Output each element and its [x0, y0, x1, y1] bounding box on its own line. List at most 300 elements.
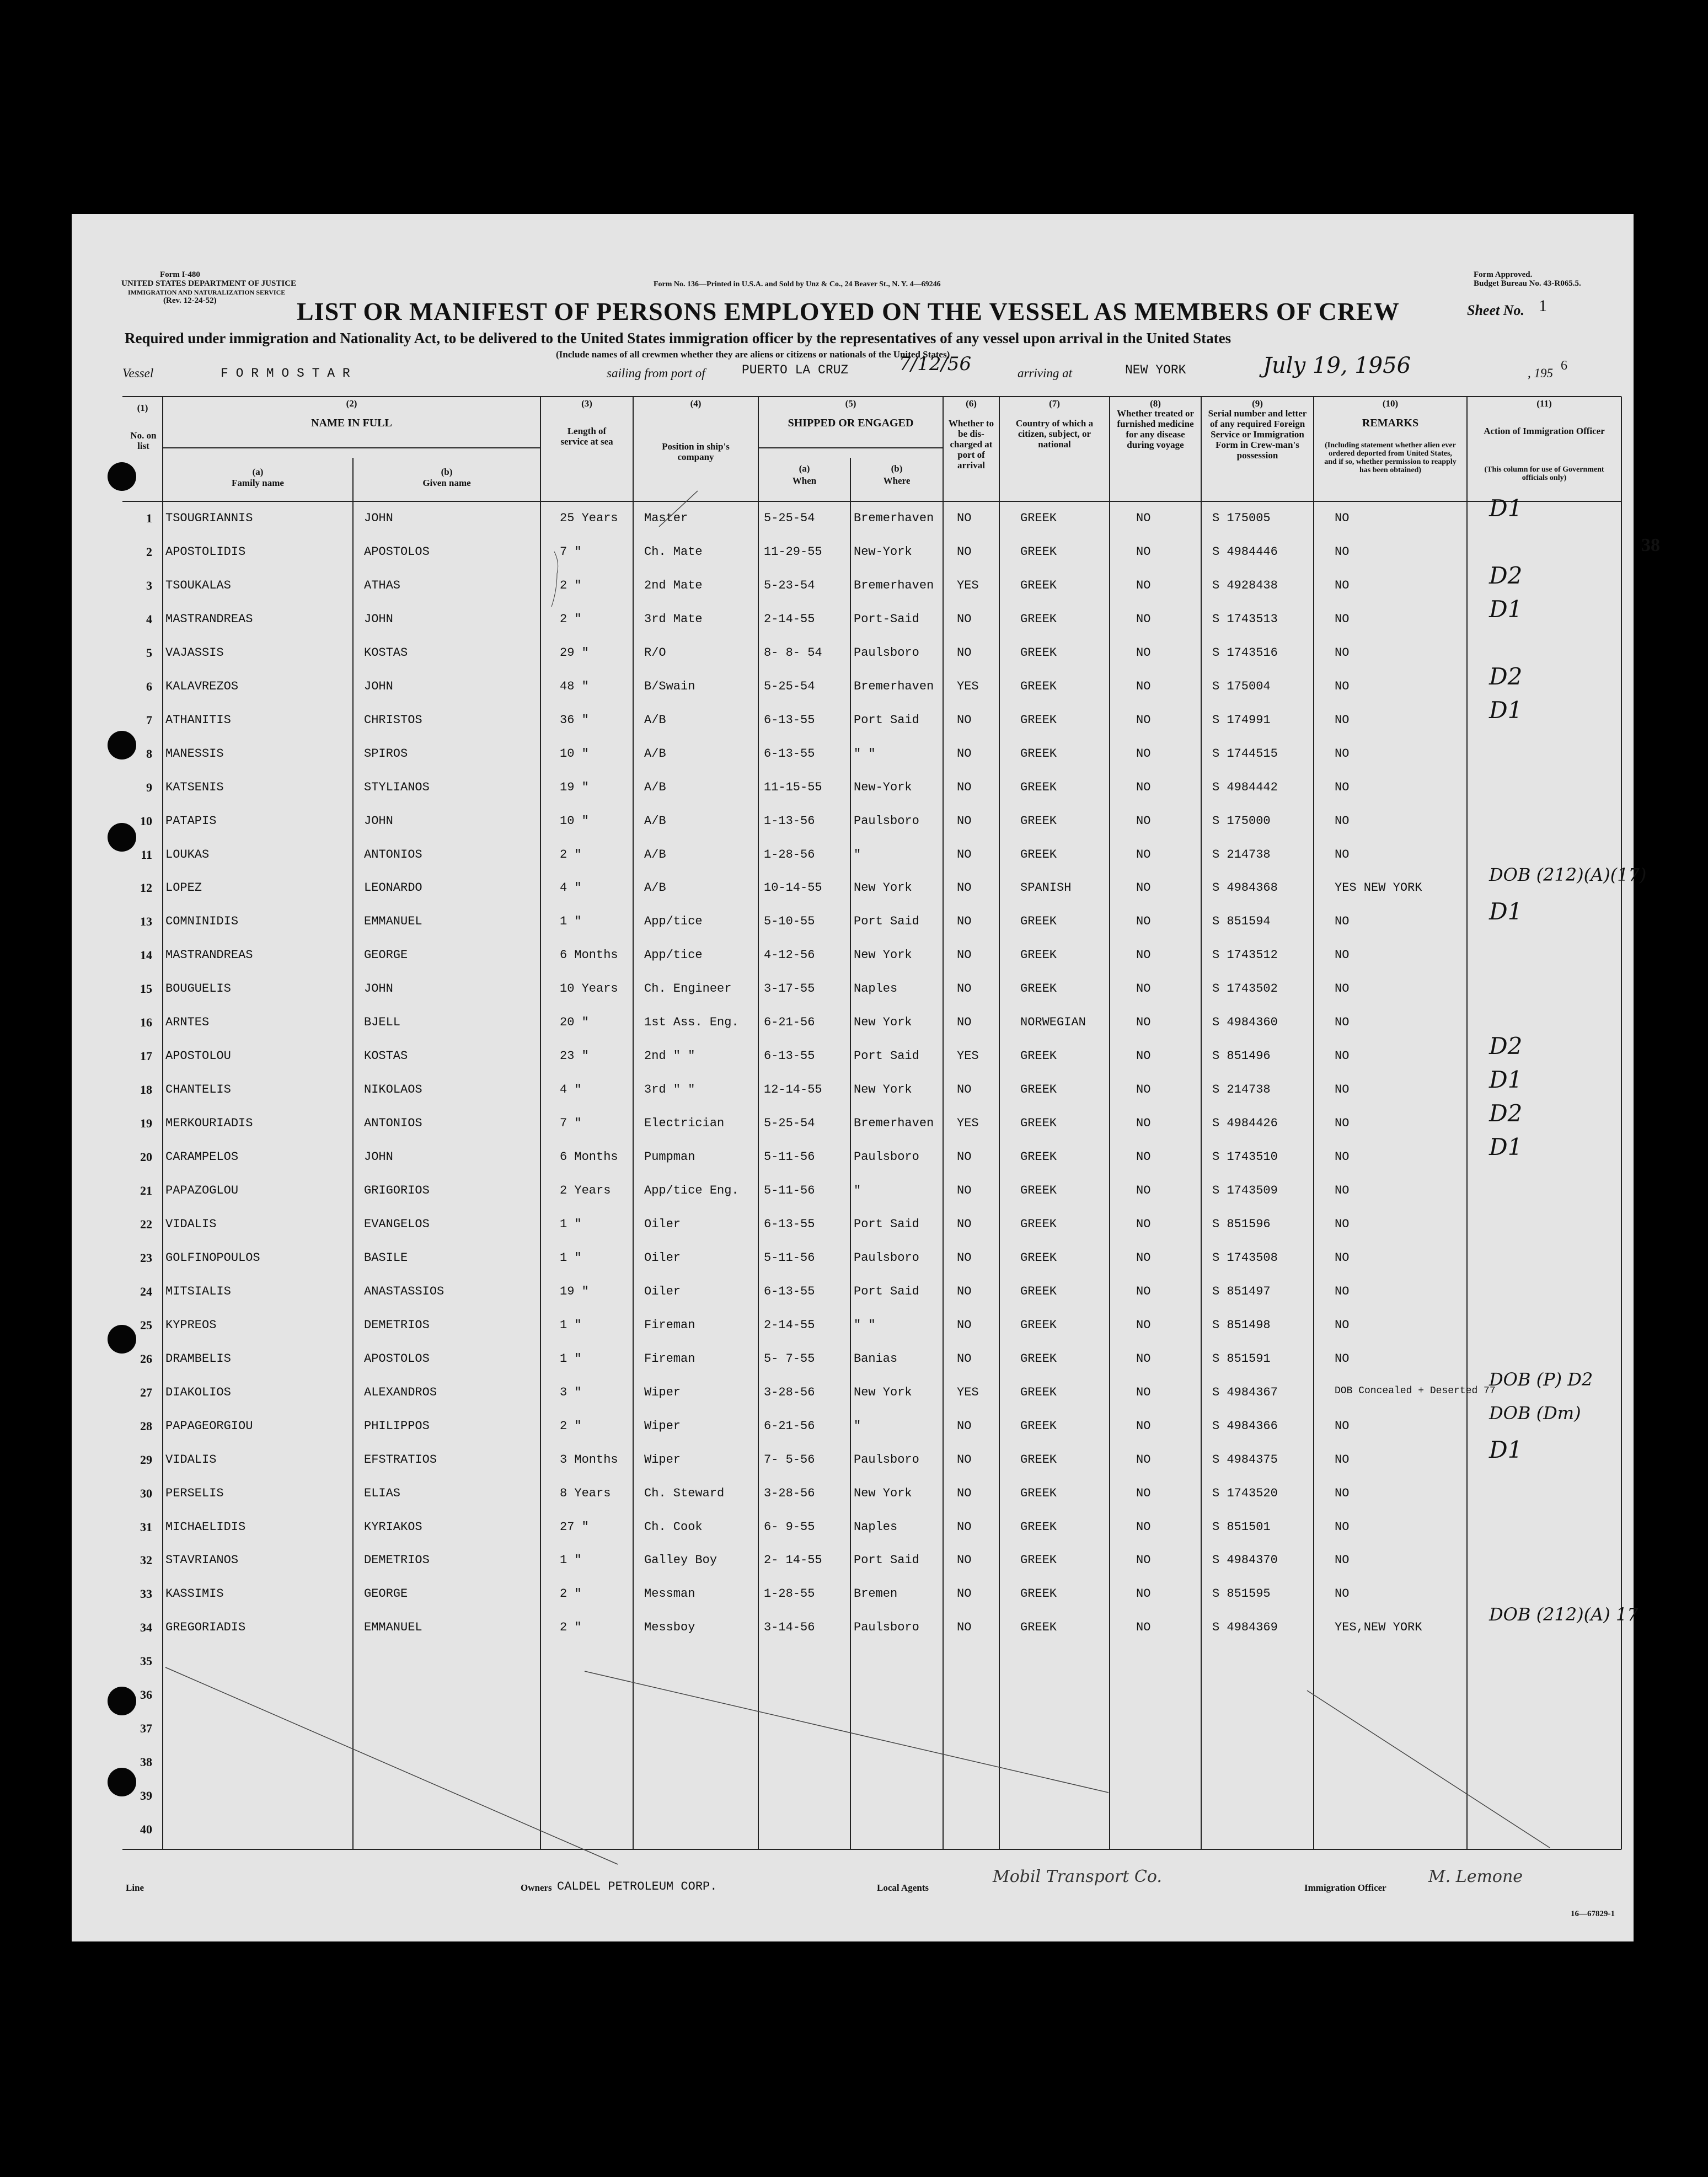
row-number: 33: [140, 1587, 152, 1601]
discharged: NO: [957, 747, 972, 761]
engaged-when: 12-14-55: [764, 1083, 822, 1096]
margin-note: 38: [1641, 535, 1660, 555]
discharged: NO: [957, 982, 972, 996]
engaged-when: 1-13-56: [764, 814, 815, 828]
position: Wiper: [644, 1386, 681, 1399]
discharged: NO: [957, 1553, 972, 1567]
treated: NO: [1136, 814, 1151, 828]
engaged-when: 3-14-56: [764, 1620, 815, 1634]
country: GREEK: [1020, 1083, 1057, 1096]
row-number: 18: [140, 1083, 152, 1096]
engaged-when: 6-13-55: [764, 1285, 815, 1298]
remarks: NO: [1335, 579, 1350, 592]
document-title: LIST OR MANIFEST OF PERSONS EMPLOYED ON THE VESSEL AS MEMBERS OF CREW: [297, 297, 1400, 325]
family-name: MASTRANDREAS: [165, 612, 253, 626]
row-number: 37: [140, 1721, 152, 1735]
engaged-where: ": [854, 848, 861, 862]
treated: NO: [1136, 1083, 1151, 1096]
given-name: SPIROS: [364, 747, 408, 761]
col-5a-number: (a): [799, 463, 810, 474]
remarks: YES NEW YORK: [1335, 881, 1422, 895]
officer-action: DOB (212)(A) 17: [1489, 1604, 1639, 1625]
serial-number: S 1744515: [1212, 747, 1278, 761]
given-name: LEONARDO: [364, 881, 422, 895]
remarks: NO: [1335, 1587, 1350, 1601]
position: App/tice: [644, 948, 703, 962]
owners-label: Owners: [521, 1882, 552, 1893]
serial-number: S 4984426: [1212, 1116, 1278, 1130]
arriving-label: arriving at: [1018, 366, 1073, 380]
country: GREEK: [1020, 1049, 1057, 1063]
given-name: ALEXANDROS: [364, 1386, 437, 1399]
treated: NO: [1136, 1520, 1151, 1534]
family-name: BOUGUELIS: [165, 982, 231, 996]
service-length: 4 ": [560, 881, 582, 895]
discharged: NO: [957, 1285, 972, 1298]
arrival-date: July 19, 1956: [1263, 353, 1411, 378]
serial-number: S 1743520: [1212, 1486, 1278, 1500]
col-10-note: (Including statement whether alien ever ordered deported from United States, and if so, whether permission to reapply has been obtained): [1324, 441, 1457, 474]
treated: NO: [1136, 1553, 1151, 1567]
engaged-when: 6-13-55: [764, 1049, 815, 1063]
officer-action: DOB (212)(A)(17): [1489, 864, 1647, 885]
given-name: GRIGORIOS: [364, 1184, 430, 1197]
given-name: BJELL: [364, 1015, 401, 1029]
position: Ch. Engineer: [644, 982, 732, 996]
service-length: 2 ": [560, 848, 582, 862]
engaged-when: 5-23-54: [764, 579, 815, 592]
col-11-number: (11): [1536, 398, 1552, 409]
engaged-where: Paulsboro: [854, 1453, 919, 1467]
serial-number: S 851497: [1212, 1285, 1271, 1298]
row-number: 32: [140, 1553, 152, 1567]
family-name: TSOUGRIANNIS: [165, 511, 253, 525]
department: UNITED STATES DEPARTMENT OF JUSTICE: [121, 279, 297, 288]
service-length: 2 Years: [560, 1184, 611, 1197]
given-name: JOHN: [364, 680, 393, 693]
family-name: DRAMBELIS: [165, 1352, 231, 1366]
document-subtitle: Required under immigration and Nationality Act, to be delivered to the United States immigration officer by the representatives of any vessel upon arrival in the United States: [125, 330, 1232, 346]
country: GREEK: [1020, 1486, 1057, 1500]
engaged-where: New York: [854, 1386, 912, 1399]
discharged: NO: [957, 1083, 972, 1096]
service-length: 2 ": [560, 1620, 582, 1634]
serial-number: S 4984360: [1212, 1015, 1278, 1029]
family-name: VAJASSIS: [165, 646, 224, 660]
treated: NO: [1136, 1116, 1151, 1130]
row-number: 13: [140, 914, 152, 928]
col-7-number: (7): [1049, 398, 1060, 409]
family-name: CHANTELIS: [165, 1083, 231, 1096]
col-2b-label: Given name: [422, 478, 471, 488]
discharged: NO: [957, 612, 972, 626]
family-name: STAVRIANOS: [165, 1553, 239, 1567]
position: Ch. Mate: [644, 545, 703, 559]
form-number: Form I-480: [160, 270, 200, 279]
officer-action: D1: [1489, 1436, 1523, 1463]
col-2a-label: Family name: [232, 478, 284, 488]
country: GREEK: [1020, 1217, 1057, 1231]
country: GREEK: [1020, 1587, 1057, 1601]
col-7-label: Country of which a citizen, subject, or national: [1015, 418, 1094, 450]
engaged-when: 3-17-55: [764, 982, 815, 996]
discharged: NO: [957, 1150, 972, 1164]
discharged: YES: [957, 579, 979, 592]
engaged-when: 5-11-56: [764, 1251, 815, 1265]
remarks: NO: [1335, 1049, 1350, 1063]
discharged: NO: [957, 713, 972, 727]
treated: NO: [1136, 579, 1151, 592]
serial-number: S 4984442: [1212, 780, 1278, 794]
position: Master: [644, 511, 688, 525]
row-number: 16: [140, 1015, 152, 1029]
row-number: 29: [140, 1453, 152, 1467]
position: Fireman: [644, 1352, 695, 1366]
budget-number: Budget Bureau No. 43-R065.5.: [1474, 279, 1581, 288]
position: 2nd " ": [644, 1049, 695, 1063]
position: A/B: [644, 780, 666, 794]
serial-number: S 1743513: [1212, 612, 1278, 626]
family-name: ARNTES: [165, 1015, 210, 1029]
remarks: NO: [1335, 1520, 1350, 1534]
engaged-when: 11-15-55: [764, 780, 822, 794]
serial-number: S 851594: [1212, 914, 1271, 928]
serial-number: S 851591: [1212, 1352, 1271, 1366]
remarks: NO: [1335, 1486, 1350, 1500]
serial-number: S 851596: [1212, 1217, 1271, 1231]
service-length: 48 ": [560, 680, 589, 693]
engaged-where: ": [854, 1184, 861, 1197]
family-name: CARAMPELOS: [165, 1150, 239, 1164]
treated: NO: [1136, 1620, 1151, 1634]
service-length: 3 Months: [560, 1453, 618, 1467]
col-2-number: (2): [346, 398, 357, 409]
row-number: 15: [140, 982, 152, 996]
remarks: NO: [1335, 1553, 1350, 1567]
given-name: JOHN: [364, 982, 393, 996]
treated: NO: [1136, 545, 1151, 559]
officer-action: D1: [1489, 898, 1523, 925]
position: Ch. Steward: [644, 1486, 725, 1500]
serial-number: S 1743509: [1212, 1184, 1278, 1197]
treated: NO: [1136, 881, 1151, 895]
treated: NO: [1136, 848, 1151, 862]
given-name: ANTONIOS: [364, 848, 422, 862]
given-name: EFSTRATIOS: [364, 1453, 437, 1467]
line-label: Line: [126, 1882, 144, 1893]
col-1-label: No. on list: [130, 430, 157, 451]
officer-action: D2: [1489, 1100, 1523, 1127]
family-name: GOLFINOPOULOS: [165, 1251, 260, 1265]
given-name: BASILE: [364, 1251, 408, 1265]
serial-number: S 851496: [1212, 1049, 1271, 1063]
family-name: ATHANITIS: [165, 713, 231, 727]
country: GREEK: [1020, 612, 1057, 626]
col-11-label: Action of Immigration Officer: [1484, 426, 1605, 436]
row-number: 11: [141, 848, 152, 862]
given-name: ANTONIOS: [364, 1116, 422, 1130]
engaged-when: 6-21-56: [764, 1419, 815, 1433]
serial-number: S 851501: [1212, 1520, 1271, 1534]
service-length: 2 ": [560, 579, 582, 592]
service-length: 8 Years: [560, 1486, 611, 1500]
remarks: NO: [1335, 680, 1350, 693]
family-name: PAPAZOGLOU: [165, 1184, 239, 1197]
family-name: KASSIMIS: [165, 1587, 224, 1601]
discharged: NO: [957, 1419, 972, 1433]
treated: NO: [1136, 713, 1151, 727]
serial-number: S 4984446: [1212, 545, 1278, 559]
country: GREEK: [1020, 1116, 1057, 1130]
row-number: 23: [140, 1251, 152, 1265]
country: GREEK: [1020, 1520, 1057, 1534]
remarks: NO: [1335, 1184, 1350, 1197]
discharged: YES: [957, 680, 979, 693]
treated: NO: [1136, 1015, 1151, 1029]
country: GREEK: [1020, 1419, 1057, 1433]
country: GREEK: [1020, 1150, 1057, 1164]
officer-action: D1: [1489, 596, 1523, 623]
year-digit: 6: [1561, 359, 1567, 373]
engaged-where: Bremen: [854, 1587, 898, 1601]
row-number: 40: [140, 1822, 152, 1836]
family-name: MITSIALIS: [165, 1285, 231, 1298]
service-length: 1 ": [560, 1318, 582, 1332]
row-number: 6: [146, 680, 152, 693]
service-length: 2 ": [560, 612, 582, 626]
position: Ch. Cook: [644, 1520, 703, 1534]
engaged-where: New-York: [854, 545, 912, 559]
country: GREEK: [1020, 511, 1057, 525]
family-name: APOSTOLIDIS: [165, 545, 246, 559]
service-length: 23 ": [560, 1049, 589, 1063]
serial-number: S 214738: [1212, 1083, 1271, 1096]
discharged: YES: [957, 1116, 979, 1130]
country: GREEK: [1020, 579, 1057, 592]
discharged: NO: [957, 948, 972, 962]
given-name: DEMETRIOS: [364, 1318, 430, 1332]
col-1-number: (1): [137, 403, 148, 413]
engaged-when: 11-29-55: [764, 545, 822, 559]
discharged: NO: [957, 1352, 972, 1366]
position: A/B: [644, 713, 666, 727]
discharged: YES: [957, 1049, 979, 1063]
sheet-number: 1: [1539, 297, 1547, 315]
serial-number: S 1743502: [1212, 982, 1278, 996]
discharged: NO: [957, 1486, 972, 1500]
engaged-when: 6-13-55: [764, 747, 815, 761]
discharged: NO: [957, 1251, 972, 1265]
position: A/B: [644, 814, 666, 828]
treated: NO: [1136, 1486, 1151, 1500]
given-name: NIKOLAOS: [364, 1083, 422, 1096]
engaged-when: 5-11-56: [764, 1184, 815, 1197]
engaged-where: " ": [854, 1318, 876, 1332]
family-name: KYPREOS: [165, 1318, 217, 1332]
col-2a-number: (a): [252, 467, 264, 477]
serial-number: S 175004: [1212, 680, 1271, 693]
family-name: LOUKAS: [165, 848, 210, 862]
treated: NO: [1136, 1184, 1151, 1197]
engaged-when: 1-28-56: [764, 848, 815, 862]
row-number: 25: [140, 1318, 152, 1332]
row-number: 22: [140, 1217, 152, 1231]
remarks: NO: [1335, 1015, 1350, 1029]
serial-number: S 4984366: [1212, 1419, 1278, 1433]
col-8-number: (8): [1150, 398, 1161, 409]
position: App/tice: [644, 914, 703, 928]
engaged-where: Paulsboro: [854, 1251, 919, 1265]
col-10-number: (10): [1382, 398, 1399, 409]
country: GREEK: [1020, 1553, 1057, 1567]
remarks: NO: [1335, 948, 1350, 962]
position: Messman: [644, 1587, 695, 1601]
include-note: (Include names of all crewmen whether they are aliens or citizens or nationals of the United States): [556, 349, 950, 360]
row-number: 19: [140, 1116, 152, 1130]
position: 3rd " ": [644, 1083, 695, 1096]
family-name: COMNINIDIS: [165, 914, 239, 928]
engaged-when: 5- 7-55: [764, 1352, 815, 1366]
col-5a-label: When: [792, 475, 817, 486]
service-length: 1 ": [560, 1352, 582, 1366]
remarks: NO: [1335, 1116, 1350, 1130]
col-4-label: Position in ship's company: [662, 441, 730, 462]
row-number: 12: [140, 881, 152, 895]
treated: NO: [1136, 1318, 1151, 1332]
discharged: NO: [957, 848, 972, 862]
service-length: 7 ": [560, 545, 582, 559]
service-length: 19 ": [560, 780, 589, 794]
position: 2nd Mate: [644, 579, 703, 592]
row-number: 31: [140, 1520, 152, 1534]
col-3-label: Length of service at sea: [560, 426, 613, 447]
family-name: MANESSIS: [165, 747, 224, 761]
treated: NO: [1136, 982, 1151, 996]
given-name: KOSTAS: [364, 1049, 408, 1063]
owners-name: CALDEL PETROLEUM CORP.: [557, 1880, 718, 1893]
sailing-label: sailing from port of: [607, 366, 705, 380]
treated: NO: [1136, 1217, 1151, 1231]
given-name: GEORGE: [364, 1587, 408, 1601]
given-name: EMMANUEL: [364, 1620, 422, 1634]
country: GREEK: [1020, 848, 1057, 862]
engaged-where: Bremerhaven: [854, 511, 934, 525]
service-length: 29 ": [560, 646, 589, 660]
treated: NO: [1136, 1587, 1151, 1601]
row-number: 28: [140, 1419, 152, 1433]
engaged-when: 10-14-55: [764, 881, 822, 895]
discharged: NO: [957, 511, 972, 525]
engaged-when: 6-21-56: [764, 1015, 815, 1029]
engaged-when: 5-10-55: [764, 914, 815, 928]
country: GREEK: [1020, 1386, 1057, 1399]
position: Oiler: [644, 1285, 681, 1298]
given-name: JOHN: [364, 612, 393, 626]
serial-number: S 851498: [1212, 1318, 1271, 1332]
given-name: ANASTASSIOS: [364, 1285, 445, 1298]
service-length: 4 ": [560, 1083, 582, 1096]
officer-action: D1: [1489, 1133, 1523, 1160]
col-9-number: (9): [1252, 398, 1263, 409]
country: GREEK: [1020, 713, 1057, 727]
engaged-where: Bremerhaven: [854, 1116, 934, 1130]
position: Fireman: [644, 1318, 695, 1332]
family-name: APOSTOLOU: [165, 1049, 231, 1063]
engaged-when: 1-28-55: [764, 1587, 815, 1601]
service-length: 27 ": [560, 1520, 589, 1534]
remarks: NO: [1335, 1150, 1350, 1164]
position: A/B: [644, 848, 666, 862]
treated: NO: [1136, 1049, 1151, 1063]
engaged-where: Port Said: [854, 1049, 919, 1063]
discharged: NO: [957, 1318, 972, 1332]
engaged-where: Paulsboro: [854, 814, 919, 828]
remarks: NO: [1335, 848, 1350, 862]
serial-number: S 4984370: [1212, 1553, 1278, 1567]
remarks: NO: [1335, 1352, 1350, 1366]
row-number: 34: [140, 1620, 152, 1634]
row-number: 9: [146, 780, 152, 794]
engaged-where: Bremerhaven: [854, 579, 934, 592]
serial-number: S 1743516: [1212, 646, 1278, 660]
service-length: 6 Months: [560, 1150, 618, 1164]
form-revision: (Rev. 12-24-52): [163, 296, 217, 305]
treated: NO: [1136, 914, 1151, 928]
discharged: NO: [957, 1184, 972, 1197]
remarks: NO: [1335, 545, 1350, 559]
treated: NO: [1136, 1386, 1151, 1399]
country: GREEK: [1020, 1285, 1057, 1298]
serial-number: S 1743508: [1212, 1251, 1278, 1265]
discharged: NO: [957, 1587, 972, 1601]
engaged-where: New York: [854, 948, 912, 962]
given-name: PHILIPPOS: [364, 1419, 430, 1433]
serial-number: S 175000: [1212, 814, 1271, 828]
given-name: JOHN: [364, 814, 393, 828]
service-length: 3 ": [560, 1386, 582, 1399]
country: GREEK: [1020, 780, 1057, 794]
remarks: NO: [1335, 612, 1350, 626]
given-name: EVANGELOS: [364, 1217, 430, 1231]
col-5b-label: Where: [883, 475, 911, 486]
engaged-where: " ": [854, 747, 876, 761]
discharged: NO: [957, 1015, 972, 1029]
family-name: VIDALIS: [165, 1217, 217, 1231]
sailing-date: 7/12/56: [899, 353, 972, 375]
country: NORWEGIAN: [1020, 1015, 1086, 1029]
given-name: DEMETRIOS: [364, 1553, 430, 1567]
treated: NO: [1136, 747, 1151, 761]
engaged-when: 3-28-56: [764, 1386, 815, 1399]
engaged-where: New York: [854, 1486, 912, 1500]
departure-port: PUERTO LA CRUZ: [742, 363, 849, 377]
serial-number: S 175005: [1212, 511, 1271, 525]
serial-number: S 851595: [1212, 1587, 1271, 1601]
remarks: DOB Concealed + Deserted 77: [1335, 1386, 1496, 1397]
engaged-where: New-York: [854, 780, 912, 794]
row-number: 27: [140, 1386, 152, 1399]
discharged: NO: [957, 1520, 972, 1534]
row-number: 30: [140, 1486, 152, 1500]
row-number: 38: [140, 1755, 152, 1769]
row-number: 17: [140, 1049, 152, 1063]
col-4-number: (4): [690, 398, 702, 409]
serial-number: S 4984367: [1212, 1386, 1278, 1399]
position: Oiler: [644, 1251, 681, 1265]
service-length: 2 ": [560, 1587, 582, 1601]
agents-signature: Mobil Transport Co.: [993, 1867, 1162, 1886]
family-name: TSOUKALAS: [165, 579, 231, 592]
